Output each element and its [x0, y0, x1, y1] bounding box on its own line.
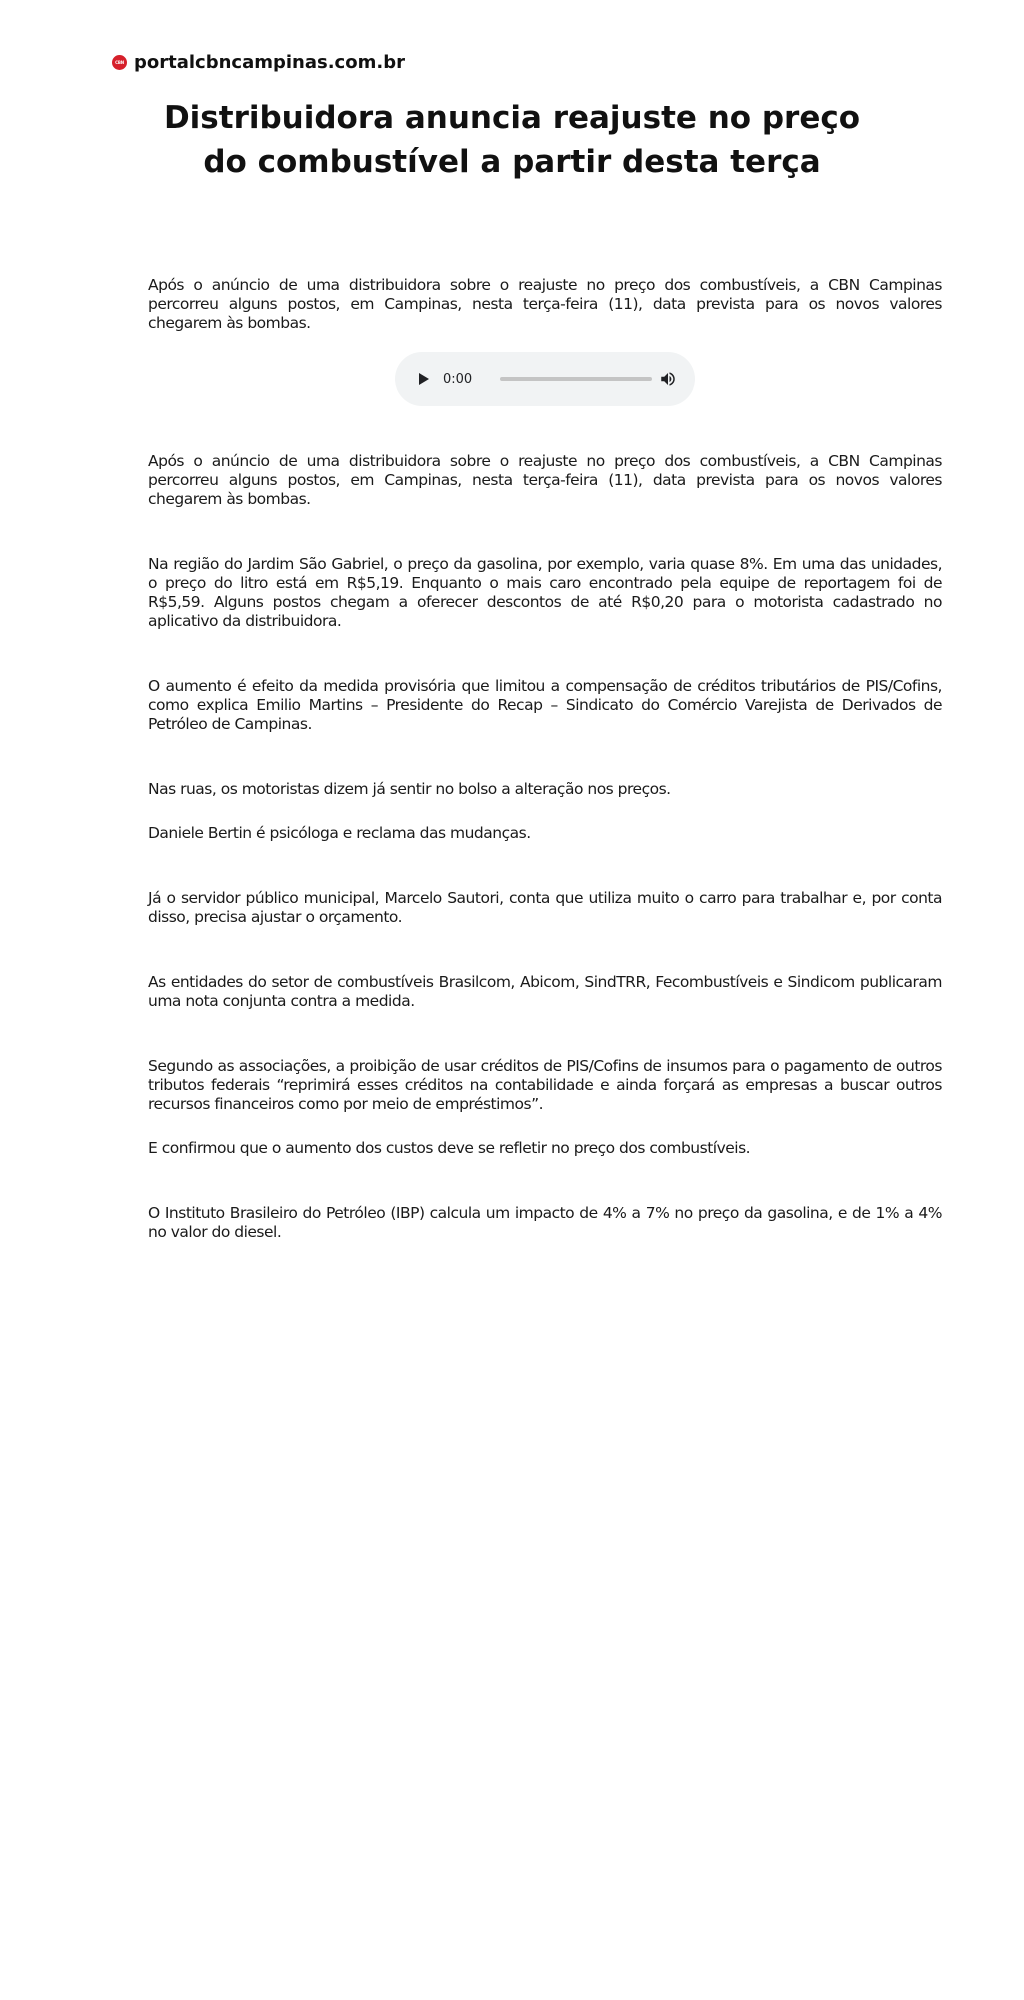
- article-paragraph: Já o servidor público municipal, Marcelo Sautori, conta que utiliza muito o carro para trabalhar e, por conta disso, precisa ajustar o orçamento.: [148, 889, 942, 926]
- site-header: [112, 52, 405, 73]
- site-domain[interactable]: portalcbncampinas.com.br: [134, 52, 405, 73]
- play-icon[interactable]: [419, 373, 429, 385]
- article-paragraph: Na região do Jardim São Gabriel, o preço da gasolina, por exemplo, varia quase 8%. Em uma das unidades, o preço do litro está em R$5,19. Enquanto o mais caro encontrado pela equipe de reportagem foi de R$5,59. Alguns postos chegam a oferecer descontos de até R$0,20 para o motorista cadastrado no aplicativo da distribuidora.: [148, 555, 942, 630]
- site-logo[interactable]: CBN: [112, 55, 127, 70]
- audio-progress-bar[interactable]: [500, 377, 652, 381]
- article-paragraph: Após o anúncio de uma distribuidora sobre o reajuste no preço dos combustíveis, a CBN Campinas percorreu alguns postos, em Campinas, nesta terça-feira (11), data prevista para os novos valores chegarem às bombas.: [148, 276, 942, 332]
- article-paragraph: O aumento é efeito da medida provisória que limitou a compensação de créditos tributários de PIS/Cofins, como explica Emilio Martins – Presidente do Recap – Sindicato do Comércio Varejista de Derivados de Petróleo de Campinas.: [148, 677, 942, 733]
- article-title: Distribuidora anuncia reajuste no preço do combustível a partir desta terça: [163, 100, 861, 180]
- article-paragraph: Após o anúncio de uma distribuidora sobre o reajuste no preço dos combustíveis, a CBN Campinas percorreu alguns postos, em Campinas, nesta terça-feira (11), data prevista para os novos valores chegarem às bombas.: [148, 452, 942, 508]
- article-paragraph: Daniele Bertin é psicóloga e reclama das mudanças.: [148, 824, 531, 842]
- article-paragraph: As entidades do setor de combustíveis Brasilcom, Abicom, SindTRR, Fecombustíveis e Sindicom publicaram uma nota conjunta contra a medida.: [148, 973, 942, 1010]
- article-paragraph: E confirmou que o aumento dos custos deve se refletir no preço dos combustíveis.: [148, 1139, 751, 1157]
- article-body: [148, 276, 942, 1242]
- audio-player[interactable]: [395, 352, 695, 406]
- audio-time: 0:00: [443, 371, 473, 387]
- article-paragraph: Segundo as associações, a proibição de usar créditos de PIS/Cofins de insumos para o pagamento de outros tributos federais “reprimirá esses créditos na contabilidade e ainda forçará as empresas a buscar outros recursos financeiros como por meio de empréstimos”.: [148, 1057, 942, 1113]
- article-paragraph: O Instituto Brasileiro do Petróleo (IBP) calcula um impacto de 4% a 7% no preço da gasolina, e de 1% a 4% no valor do diesel.: [148, 1204, 942, 1241]
- article-paragraph: Nas ruas, os motoristas dizem já sentir no bolso a alteração nos preços.: [148, 780, 671, 798]
- volume-icon[interactable]: [659, 370, 677, 388]
